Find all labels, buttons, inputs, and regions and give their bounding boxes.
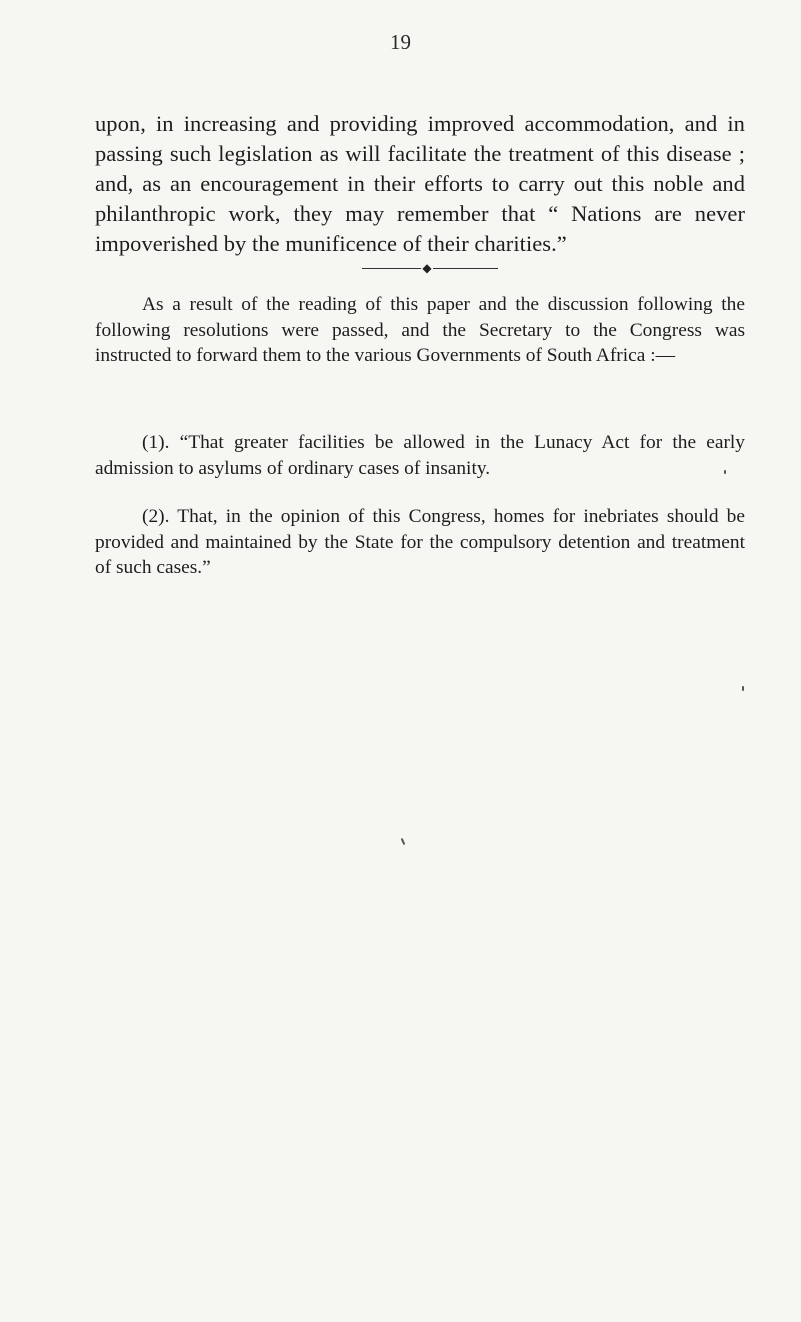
scan-speck — [742, 686, 744, 691]
scan-speck — [724, 470, 726, 474]
paragraph-closing-appeal: upon, in increasing and providing improved accommodation, and in passing such legislation as will facilitate the treatment of this disease ; and, as an encouragement in their efforts to carry out this noble and philanthropic work, they may remember that “ Nations are never impoverished by the munificence of their charities.” — [95, 111, 745, 256]
divider-diamond-icon: ◆ — [422, 261, 432, 275]
scan-speck — [401, 838, 406, 845]
paragraph-resolutions-intro: As a result of the reading of this paper and the discussion following the following resolutions were passed, and the Secretary to the Congress was instructed to forward them to the various Governments of South Africa :— — [95, 294, 745, 366]
paragraph-resolution-1: (1). “That greater facilities be allowed in the Lunacy Act for the early admission to asylums of ordinary cases of insanity. — [95, 432, 745, 479]
paragraph-resolution-2: (2). That, in the opinion of this Congress, homes for inebriates should be provided and maintained by the State for the compulsory detention and treatment of such cases.” — [95, 506, 745, 578]
page-number: 19 — [390, 30, 411, 54]
